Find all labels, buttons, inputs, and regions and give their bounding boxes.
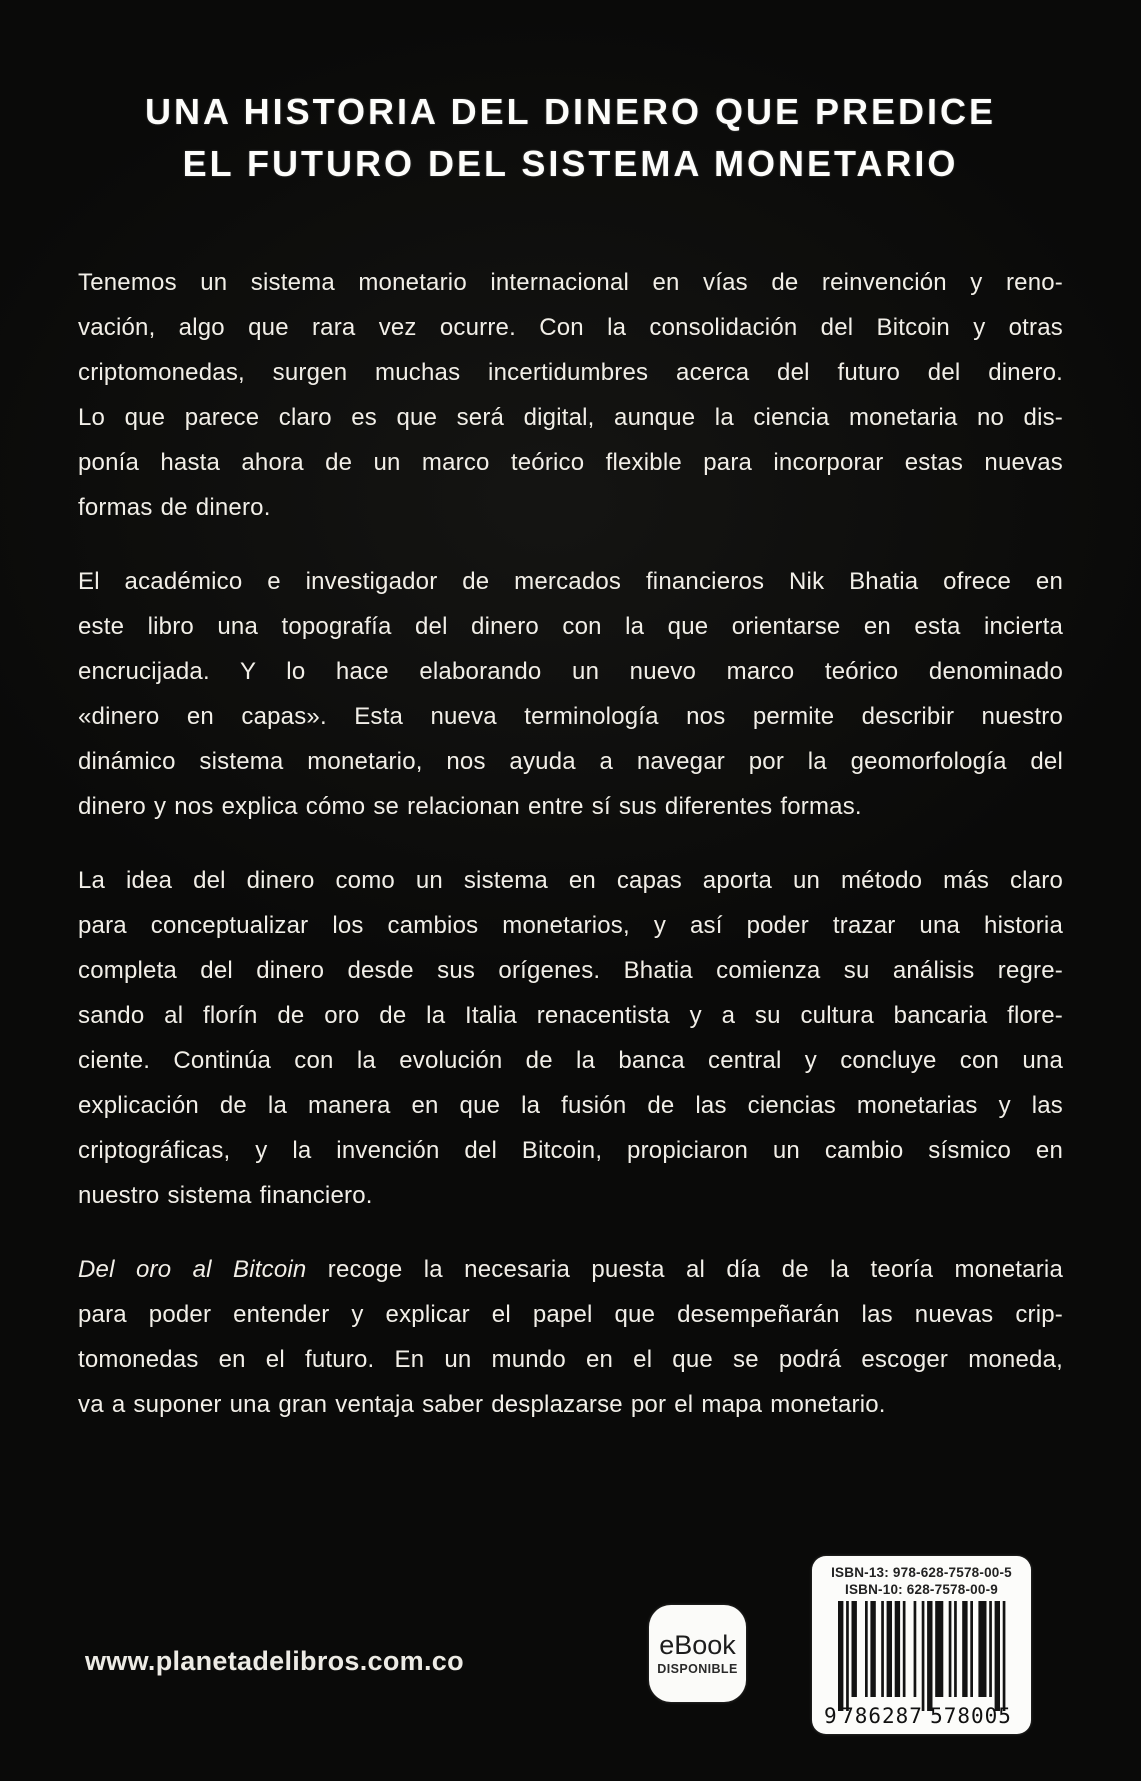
text-line: formas de dinero. (78, 494, 271, 521)
book-title-italic: Del oro al Bitcoin (78, 1256, 307, 1283)
description-text (78, 260, 1063, 1427)
isbn13-text: ISBN-13: 978-628-7578-00-5 (831, 1565, 1012, 1580)
back-cover-paragraph (78, 1247, 1063, 1427)
text-line: va a suponer una gran ventaja saber desplazarse por el mapa monetario. (78, 1391, 886, 1418)
text-line: ponía hasta ahora de un marco teórico flexible para incorporar estas nuevas (78, 449, 1063, 476)
text-line: explicación de la manera en que la fusión de las ciencias monetarias y las (78, 1092, 1063, 1119)
text-line: Lo que parece claro es que será digital, aunque la ciencia monetaria no dis- (78, 404, 1063, 431)
text-line: nuestro sistema financiero. (78, 1182, 373, 1209)
text-line: encrucijada. Y lo hace elaborando un nuevo marco teórico denominado (78, 658, 1063, 685)
ebook-badge-label: eBook (659, 1630, 736, 1660)
text-line: Del oro al Bitcoin recoge la necesaria puesta al día de la teoría monetaria (78, 1256, 1063, 1283)
tagline-line2: EL FUTURO DEL SISTEMA MONETARIO (182, 143, 959, 184)
text-line: criptográficas, y la invención del Bitcoin, propiciaron un cambio sísmico en (78, 1137, 1063, 1164)
text-line: «dinero en capas». Esta nueva terminología nos permite describir nuestro (78, 703, 1063, 730)
text-line: para conceptualizar los cambios monetarios, y así poder trazar una historia (78, 912, 1063, 939)
back-cover-paragraph (78, 260, 1063, 530)
text-line: La idea del dinero como un sistema en capas aporta un método más claro (78, 867, 1063, 894)
text-line: completa del dinero desde sus orígenes. Bhatia comienza su análisis regre- (78, 957, 1063, 984)
tagline (0, 86, 1141, 190)
back-cover-paragraph (78, 858, 1063, 1218)
barcode-icon (822, 1601, 1022, 1727)
text-line: este libro una topografía del dinero con la que orientarse en esta incierta (78, 613, 1063, 640)
barcode-digit-group: 786287 (840, 1704, 923, 1727)
back-cover-paragraph (78, 559, 1063, 829)
text-line: El académico e investigador de mercados financieros Nik Bhatia ofrece en (78, 568, 1063, 595)
text-line: ciente. Continúa con la evolución de la banca central y concluye con una (78, 1047, 1063, 1074)
ebook-badge (649, 1605, 746, 1702)
barcode-digit-group: 9 (823, 1704, 838, 1727)
barcode-digit-group: 578005 (929, 1704, 1012, 1727)
text-line: Tenemos un sistema monetario internacional en vías de reinvención y reno- (78, 269, 1063, 296)
barcode-label (812, 1556, 1031, 1734)
ebook-badge-sublabel: DISPONIBLE (657, 1662, 738, 1676)
text-line: tomonedas en el futuro. En un mundo en el que se podrá escoger moneda, (78, 1346, 1063, 1373)
text-line: dinámico sistema monetario, nos ayuda a navegar por la geomorfología del (78, 748, 1063, 775)
tagline-line1: UNA HISTORIA DEL DINERO QUE PREDICE (144, 91, 997, 132)
text-line: dinero y nos explica cómo se relacionan entre sí sus diferentes formas. (78, 793, 862, 820)
text-line: vación, algo que rara vez ocurre. Con la consolidación del Bitcoin y otras (78, 314, 1063, 341)
text-line: criptomonedas, surgen muchas incertidumbres acerca del futuro del dinero. (78, 359, 1063, 386)
isbn10-text: ISBN-10: 628-7578-00-9 (845, 1581, 998, 1597)
publisher-url: www.planetadelibros.com.co (85, 1646, 464, 1676)
text-line: para poder entender y explicar el papel que desempeñarán las nuevas crip- (78, 1301, 1063, 1328)
text-line: sando al florín de oro de la Italia renacentista y a su cultura bancaria flore- (78, 1002, 1063, 1029)
